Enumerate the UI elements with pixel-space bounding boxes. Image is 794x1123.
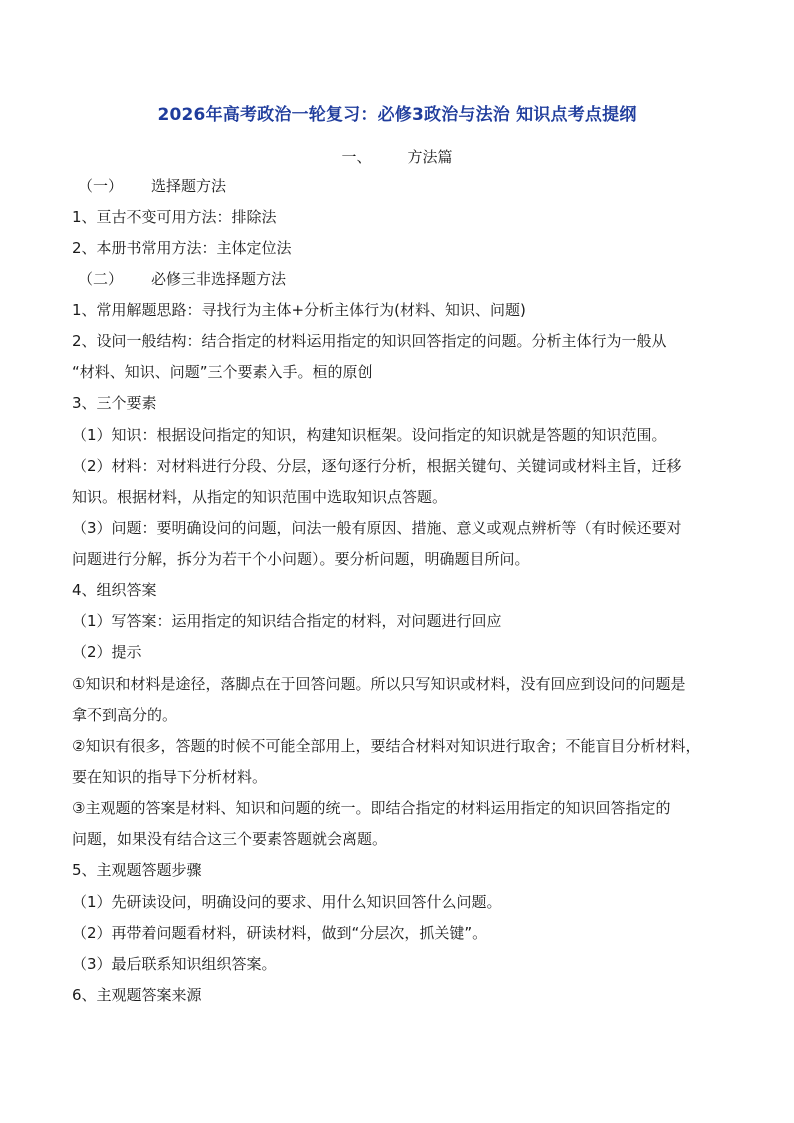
paragraph-line: 5、主观题答题步骤: [72, 861, 202, 879]
paragraph-line: 4、组织答案: [72, 581, 157, 599]
paragraph-line: 问题进行分解，拆分为若干个小问题）。要分析问题，明确题目所问。: [72, 550, 530, 568]
paragraph-line: （1）知识：根据设问指定的知识，构建知识框架。设问指定的知识就是答题的知识范围。: [72, 426, 667, 444]
paragraph-line: ①知识和材料是途径，落脚点在于回答问题。所以只写知识或材料，没有回应到设问的问题是: [72, 675, 686, 693]
paragraph-line: ③主观题的答案是材料、知识和问题的统一。即结合指定的材料运用指定的知识回答指定的: [72, 799, 671, 817]
document-title: 2026年高考政治一轮复习：必修3政治与法治 知识点考点提纲: [157, 105, 637, 125]
paragraph-line: （3）最后联系知识组织答案。: [72, 955, 277, 973]
subsection-label: 选择题方法: [151, 177, 227, 195]
section-heading: [0, 146, 794, 167]
paragraph-line: （1）写答案：运用指定的知识结合指定的材料，对问题进行回应: [72, 612, 502, 630]
paragraph-line: 问题，如果没有结合这三个要素答题就会离题。: [72, 830, 388, 848]
paragraph-line: 知识。根据材料，从指定的知识范围中选取知识点答题。: [72, 488, 448, 506]
paragraph-line: 1、常用解题思路：寻找行为主体+分析主体行为(材料、知识、问题): [72, 301, 526, 319]
paragraph-line: 要在知识的指导下分析材料。: [72, 768, 268, 786]
subsection-number: （一）: [78, 177, 124, 195]
paragraph-line: （2）材料：对材料进行分段、分层，逐句逐行分析，根据关键句、关键词或材料主旨，迁移: [72, 457, 682, 475]
paragraph-line: 1、亘古不变可用方法：排除法: [72, 208, 277, 226]
paragraph-line: 6、主观题答案来源: [72, 986, 202, 1004]
subsection-heading: [78, 269, 738, 289]
paragraph-line: （1）先研读设问，明确设问的要求、用什么知识回答什么问题。: [72, 893, 502, 911]
paragraph-line: 2、设问一般结构：结合指定的材料运用指定的知识回答指定的问题。分析主体行为一般从: [72, 332, 667, 350]
paragraph-line: 3、三个要素: [72, 394, 157, 412]
paragraph-line: （2）再带着问题看材料，研读材料，做到“分层次，抓关键”。: [72, 924, 488, 942]
section-number: 一、: [341, 148, 372, 166]
paragraph-line: 拿不到高分的。: [72, 706, 178, 724]
section-label: 方法篇: [407, 148, 453, 166]
paragraph-line: 2、本册书常用方法：主体定位法: [72, 239, 292, 257]
subsection-label: 必修三非选择题方法: [151, 270, 287, 288]
subsection-heading: [78, 176, 738, 196]
paragraph-line: （3）问题：要明确设问的问题，问法一般有原因、措施、意义或观点辨析等（有时候还要对: [72, 519, 682, 537]
paragraph-line: “材料、知识、问题”三个要素入手。桓的原创: [72, 363, 373, 381]
subsection-number: （二）: [78, 270, 124, 288]
paragraph-line: ②知识有很多，答题的时候不可能全部用上，要结合材料对知识进行取舍；不能盲目分析材料，: [72, 737, 701, 755]
paragraph-line: （2）提示: [72, 643, 142, 661]
